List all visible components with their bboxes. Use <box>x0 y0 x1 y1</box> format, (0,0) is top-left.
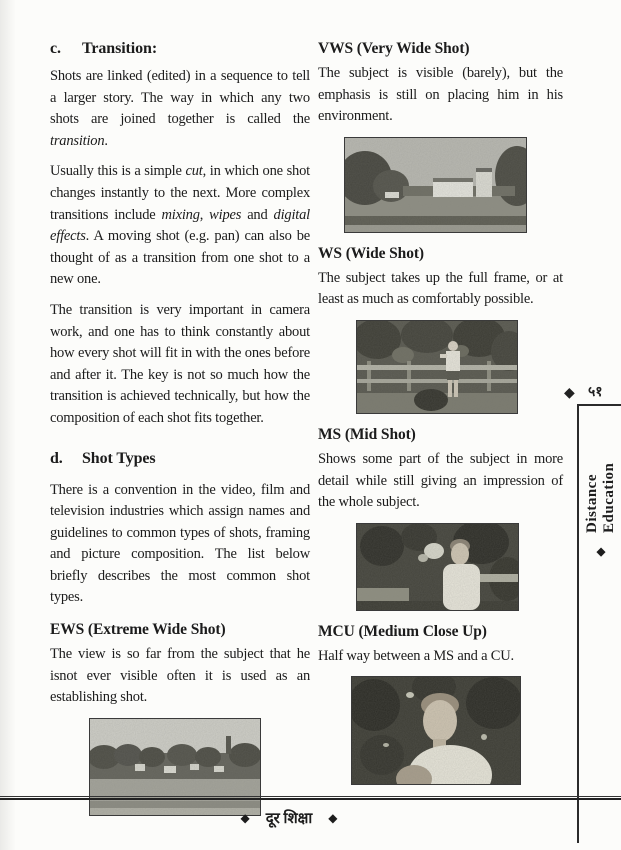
ews-landscape-image <box>90 719 260 815</box>
paragraph-vws: The subject is visible (barely), but the emphasis is still on placing him in his environment. <box>318 65 563 125</box>
heading-shot-types <box>50 450 310 468</box>
sidebar-label <box>584 410 618 560</box>
footer-left-diamond-icon: ◆ <box>240 811 250 825</box>
heading-transition-letter: c. <box>50 40 61 57</box>
photo-mid-shot <box>356 523 519 611</box>
corner-diamond-icon: ◆ <box>564 385 575 401</box>
footer-right-diamond-icon: ◆ <box>328 811 338 825</box>
photo-medium-close-up <box>351 676 521 785</box>
footer-rule <box>0 796 621 800</box>
photo-wide-shot <box>356 320 518 414</box>
ms-person-image <box>357 524 518 610</box>
photo-very-wide-shot <box>344 137 527 233</box>
paragraph-ws: The subject takes up the full frame, or at least as much as comfortably possible. <box>318 269 563 308</box>
heading-ms: MS (Mid Shot) <box>318 425 416 443</box>
margin-top-rule <box>577 404 621 406</box>
margin-vertical-rule <box>577 404 579 843</box>
right-column <box>318 38 563 785</box>
footer <box>0 808 578 828</box>
heading-vws: VWS (Very Wide Shot) <box>318 40 470 57</box>
paragraph-transition-1: Shots are linked (edited) in a sequence to tell a larger story. The way in which any two shots are joined together is called the transition. <box>50 68 310 149</box>
heading-ews: EWS (Extreme Wide Shot) <box>50 621 226 639</box>
sidebar-diamond-icon: ◆ <box>594 545 608 560</box>
heading-transition <box>50 40 310 58</box>
paragraph-ms: Shows some part of the subject in more detail while still giving an impression of the whole subject. <box>318 450 563 511</box>
paragraph-shot-types-intro: There is a convention in the video, film and television industries which assign names and guidelines to common types of shots, framing and picture composition. The list below briefly describes the most common shot types. <box>50 481 310 606</box>
heading-ws: WS (Wide Shot) <box>318 244 424 262</box>
ws-person-image <box>357 321 517 413</box>
paragraph-mcu: Half way between a MS and a CU. <box>318 647 514 664</box>
heading-mcu: MCU (Medium Close Up) <box>318 622 487 640</box>
heading-transition-title: Transition: <box>82 40 158 57</box>
vws-landscape-image <box>345 138 526 232</box>
footer-title: दूर शिक्षा <box>265 811 313 827</box>
paragraph-transition-3: The transition is very important in camera work, and one has to think constantly about how every shot will fit in with the ones before and after it. The key is not so much how the transition is achieved technically, but how the composition of each shot fits together. <box>50 301 310 426</box>
photo-extreme-wide-shot <box>89 718 261 816</box>
heading-shot-types-title: Shot Types <box>82 449 156 467</box>
paragraph-transition-2: Usually this is a simple cut, in which one shot changes instantly to the next. More complex transitions include mixing, wipes and digital effects. A moving shot (e.g. pan) can also be thought of as a transition from one shot to a new one. <box>50 163 310 288</box>
page-number: ५१ <box>588 385 603 400</box>
heading-shot-types-letter: d. <box>50 449 63 467</box>
sidebar-label-text: Distance Education <box>584 463 617 534</box>
left-column <box>50 38 310 816</box>
mcu-person-image <box>352 677 520 784</box>
paragraph-ews: The view is so far from the subject that he isnot ever visible often it is used as an establishing shot. <box>50 646 310 706</box>
